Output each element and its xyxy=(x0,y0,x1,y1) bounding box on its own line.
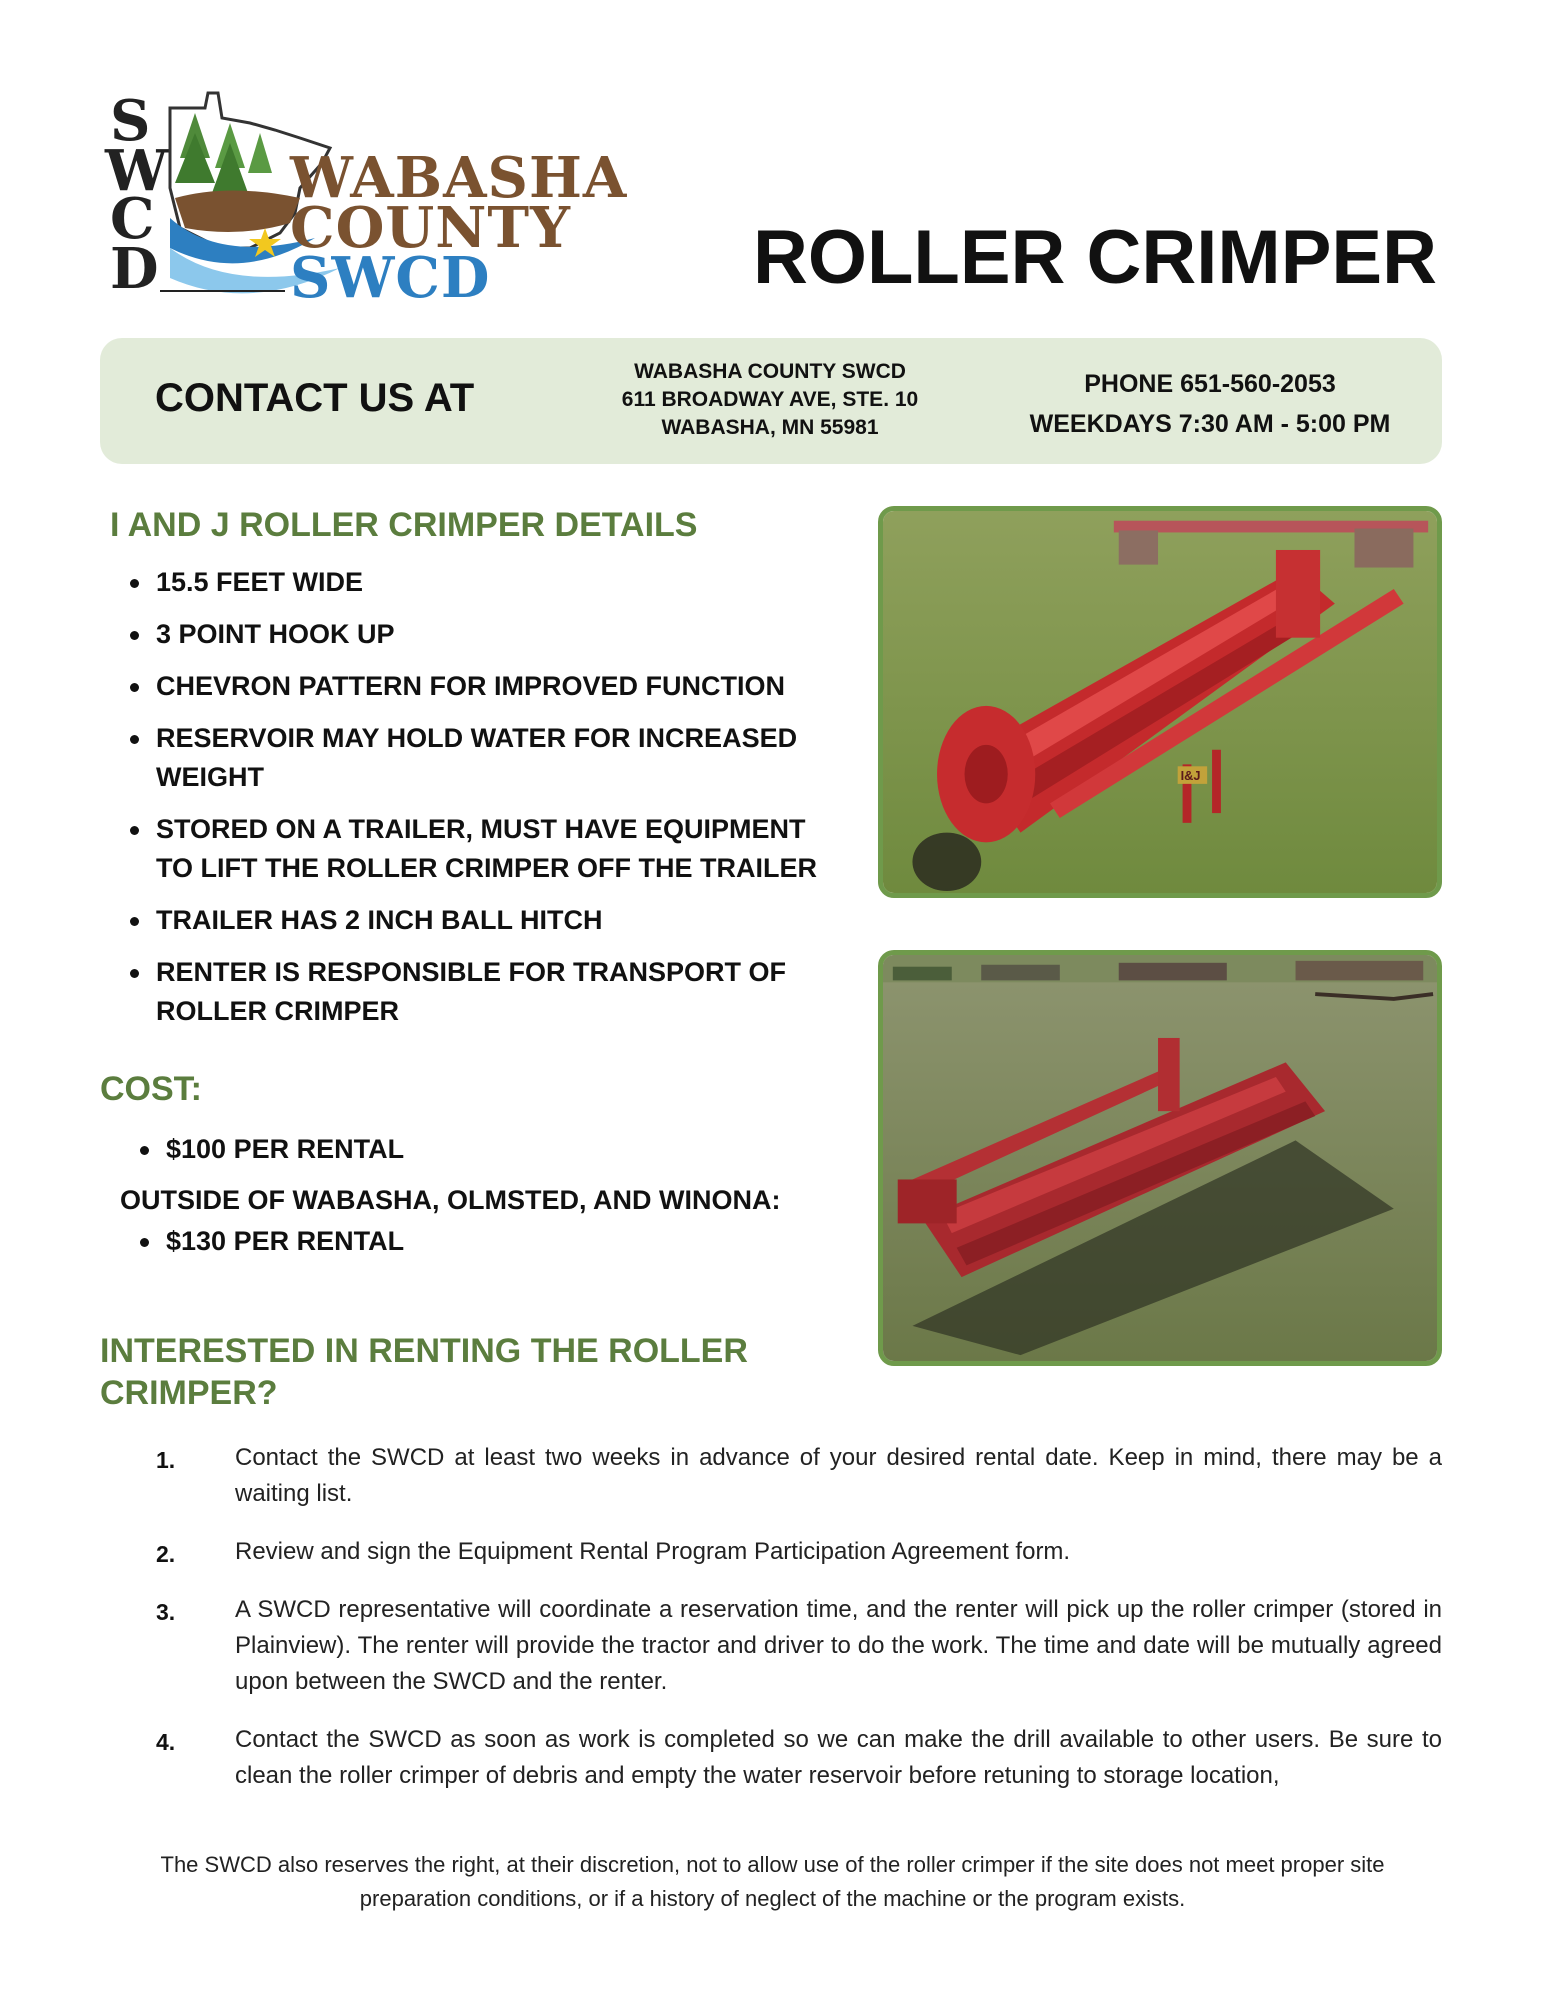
roller-crimper-photo-1 xyxy=(878,506,1442,898)
contact-address xyxy=(590,358,950,442)
list-item xyxy=(140,1130,404,1169)
logo-county: COUNTY xyxy=(290,195,572,261)
details-heading: I AND J ROLLER CRIMPER DETAILS xyxy=(110,506,698,544)
list-item xyxy=(130,719,840,797)
details-list xyxy=(130,563,840,1044)
svg-text:S: S xyxy=(110,88,151,154)
bullet-icon xyxy=(140,1238,149,1247)
step-item xyxy=(150,1722,1442,1794)
list-item xyxy=(130,563,840,602)
bullet-icon xyxy=(130,631,139,640)
list-item xyxy=(130,810,840,888)
renting-heading: INTERESTED IN RENTING THE ROLLER CRIMPER? xyxy=(100,1332,748,1412)
step-number: 3. xyxy=(156,1599,176,1625)
roller-crimper-image xyxy=(883,511,1437,893)
step-number: 1. xyxy=(156,1447,176,1473)
office-hours: WEEKDAYS 7:30 AM - 5:00 PM xyxy=(1029,410,1391,438)
contact-label: CONTACT US AT xyxy=(155,376,475,420)
address-line: WABASHA, MN 55981 xyxy=(661,416,879,439)
outside-price: $130 PER RENTAL xyxy=(166,1226,405,1256)
roller-crimper-image xyxy=(883,955,1437,1361)
roller-crimper-photo-2 xyxy=(878,950,1442,1366)
ij-badge: I&J xyxy=(1180,768,1201,783)
bullet-icon xyxy=(130,683,139,692)
address-line: 611 BROADWAY AVE, STE. 10 xyxy=(621,388,919,411)
step-item xyxy=(150,1592,1442,1700)
list-item-text: 3 POINT HOOK UP xyxy=(156,619,395,649)
standard-price: $100 PER RENTAL xyxy=(166,1134,405,1164)
step-item xyxy=(150,1534,1442,1570)
step-text: Contact the SWCD at least two weeks in advance of your desired rental date. Keep in mind, there may be a waiting list. xyxy=(235,1444,1442,1507)
svg-text:W: W xyxy=(105,138,168,204)
svg-text:D: D xyxy=(110,236,159,302)
list-item xyxy=(130,615,840,654)
step-number: 2. xyxy=(156,1541,176,1567)
bullet-icon xyxy=(130,735,139,744)
contact-phone-hours xyxy=(1000,364,1420,444)
cost-list xyxy=(140,1130,404,1182)
bullet-icon xyxy=(130,917,139,926)
list-item-text: RESERVOIR MAY HOLD WATER FOR INCREASED WEIGHT xyxy=(156,723,798,792)
bullet-icon xyxy=(130,826,139,835)
step-item xyxy=(150,1440,1442,1512)
wabasha-swcd-logo xyxy=(100,88,650,311)
list-item xyxy=(140,1222,404,1261)
cost-list-outside xyxy=(140,1222,404,1274)
renting-steps xyxy=(150,1440,1442,1816)
step-text: A SWCD representative will coordinate a reservation time, and the renter will pick up the roller crimper (stored in Plainview). The renter will provide the tractor and driver to do the work. The time and date will be mutually agreed upon between the SWCD and the renter. xyxy=(235,1596,1442,1695)
bullet-icon xyxy=(130,969,139,978)
footer-disclaimer: The SWCD also reserves the right, at their discretion, not to allow use of the roller crimper if the site does not meet proper site preparation conditions, or if a history of neglect of the machine or the program exists. xyxy=(160,1852,1385,1911)
cost-heading: COST: xyxy=(100,1070,202,1108)
list-item xyxy=(130,901,840,940)
list-item-text: RENTER IS RESPONSIBLE FOR TRANSPORT OF ROLLER CRIMPER xyxy=(156,957,787,1026)
svg-text:C: C xyxy=(110,186,155,252)
list-item xyxy=(130,953,840,1031)
outside-counties-label: OUTSIDE OF WABASHA, OLMSTED, AND WINONA: xyxy=(120,1185,781,1215)
list-item-text: STORED ON A TRAILER, MUST HAVE EQUIPMENT TO LIFT THE ROLLER CRIMPER OFF THE TRAILER xyxy=(156,814,817,883)
list-item-text: 15.5 FEET WIDE xyxy=(156,567,364,597)
step-text: Contact the SWCD as soon as work is completed so we can make the drill available to other users. Be sure to clean the roller crimper of debris and empty the water reservoir before retuning to storage location, xyxy=(235,1726,1442,1789)
logo-wabasha: WABASHA xyxy=(290,145,628,211)
contact-bar xyxy=(100,338,1442,464)
list-item-text: CHEVRON PATTERN FOR IMPROVED FUNCTION xyxy=(156,671,786,701)
page-title: ROLLER CRIMPER xyxy=(753,215,1437,300)
bullet-icon xyxy=(140,1146,149,1155)
logo-swcd: SWCD xyxy=(290,245,491,311)
step-text: Review and sign the Equipment Rental Program Participation Agreement form. xyxy=(235,1538,1071,1565)
list-item xyxy=(130,667,840,706)
address-line: WABASHA COUNTY SWCD xyxy=(634,360,906,383)
bullet-icon xyxy=(130,579,139,588)
list-item-text: TRAILER HAS 2 INCH BALL HITCH xyxy=(156,905,603,935)
step-number: 4. xyxy=(156,1729,176,1755)
phone-number: PHONE 651-560-2053 xyxy=(1084,370,1336,398)
